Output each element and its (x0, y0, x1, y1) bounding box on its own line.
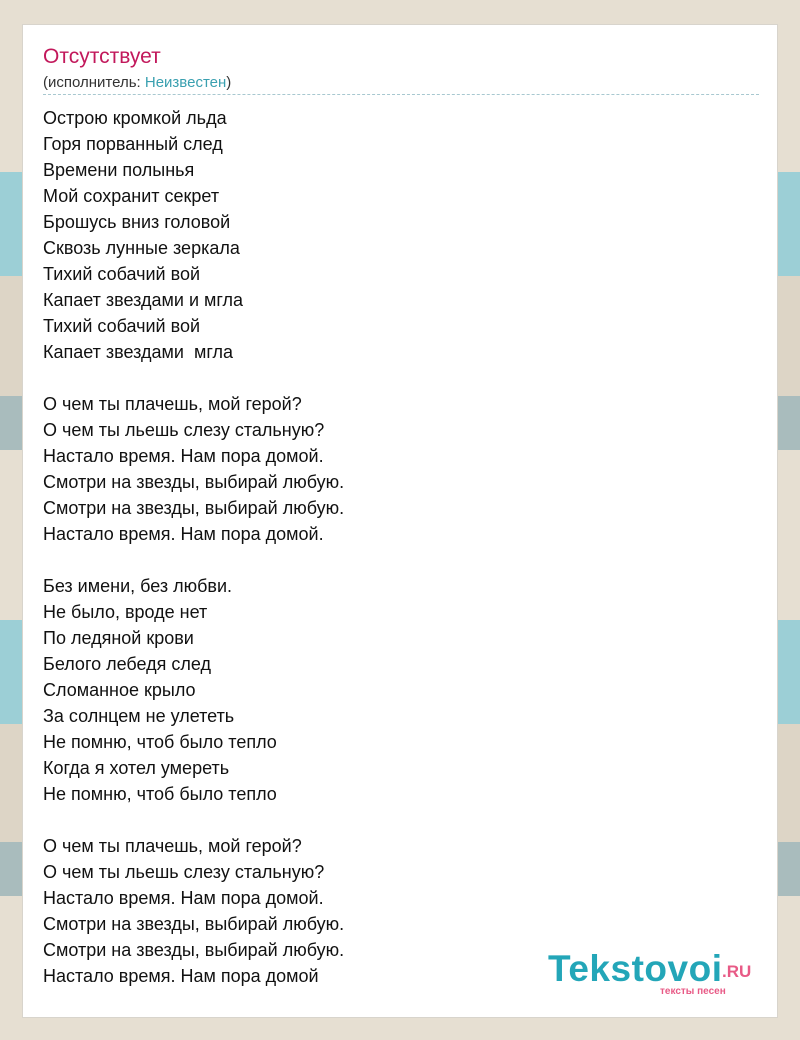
lyric-line: Брошусь вниз головой (43, 212, 231, 232)
lyric-line: О чем ты плачешь, мой герой? (43, 836, 302, 856)
artist-prefix: (исполнитель: (43, 74, 145, 91)
lyric-line: Сломанное крыло (43, 680, 196, 700)
logo-domain-suffix: .RU (722, 962, 752, 981)
logo-wordmark: Tekstovoi (548, 948, 723, 989)
artist-suffix: ) (226, 74, 232, 91)
site-logo[interactable] (548, 948, 758, 998)
lyric-line: О чем ты льешь слезу стальную? (43, 862, 325, 882)
lyric-blank-line (43, 365, 743, 391)
lyric-line: По ледяной крови (43, 628, 194, 648)
lyric-line: Не было, вроде нет (43, 602, 208, 622)
lyric-line: Времени полынья (43, 160, 195, 180)
lyric-blank-line (43, 807, 743, 833)
lyric-line: Смотри на звезды, выбирай любую. (43, 914, 345, 934)
lyric-line: Когда я хотел умереть (43, 758, 230, 778)
lyric-line: Тихий собачий вой (43, 264, 201, 284)
lyric-blank-line (43, 547, 743, 573)
song-title: Отсутствует (43, 45, 161, 68)
lyric-line: Смотри на звезды, выбирай любую. (43, 940, 345, 960)
lyric-line: За солнцем не улететь (43, 706, 235, 726)
lyric-line: Не помню, чтоб было тепло (43, 784, 277, 804)
artist-line (43, 73, 231, 93)
logo-tagline: тексты песен (660, 986, 726, 997)
lyrics-card (22, 24, 778, 1018)
lyric-line: Острою кромкой льда (43, 108, 227, 128)
lyric-line: Тихий собачий вой (43, 316, 201, 336)
lyric-line: Настало время. Нам пора домой. (43, 888, 324, 908)
lyrics-text (43, 105, 743, 989)
divider (43, 94, 759, 95)
lyric-line: Мой сохранит секрет (43, 186, 220, 206)
lyric-line: Настало время. Нам пора домой (43, 966, 319, 986)
lyric-line: Настало время. Нам пора домой. (43, 524, 324, 544)
lyric-line: Смотри на звезды, выбирай любую. (43, 498, 345, 518)
lyric-line: Не помню, чтоб было тепло (43, 732, 277, 752)
lyric-line: Белого лебедя след (43, 654, 212, 674)
lyric-line: Горя порванный след (43, 134, 223, 154)
lyric-line: Смотри на звезды, выбирай любую. (43, 472, 345, 492)
lyric-line: О чем ты плачешь, мой герой? (43, 394, 302, 414)
lyric-line: О чем ты льешь слезу стальную? (43, 420, 325, 440)
lyric-line: Настало время. Нам пора домой. (43, 446, 324, 466)
lyric-line: Капает звездами и мгла (43, 290, 244, 310)
lyric-line: Без имени, без любви. (43, 576, 233, 596)
lyric-line: Сквозь лунные зеркала (43, 238, 240, 258)
artist-link[interactable]: Неизвестен (144, 74, 227, 91)
lyric-line: Капает звездами мгла (43, 342, 234, 362)
